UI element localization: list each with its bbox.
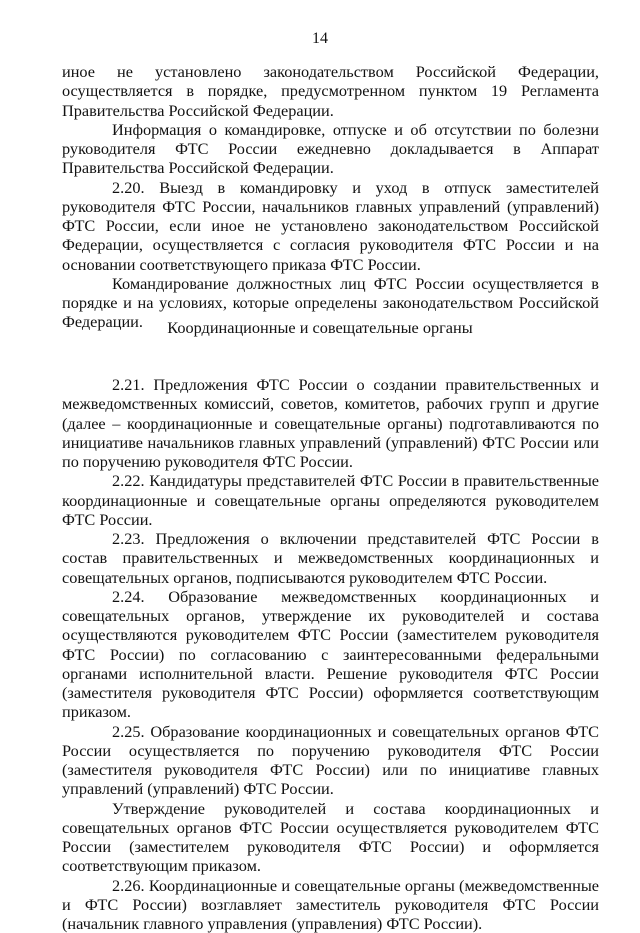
section-1 [62,62,599,332]
paragraph: Командирование должностных лиц ФТС России осуществляется в порядке и на условиях, которые определены законодательством Российской Федерации. [62,274,599,332]
section-heading: Координационные и совещательные органы [0,318,640,338]
paragraph-2-20: 2.20. Выезд в командировку и уход в отпуск заместителей руководителя ФТС России, начальников главных управлений (управлений) ФТС России, если иное не установлено законодательством Российской Федерации, осуществляется с согласия руководителя ФТС России и на основании соответствующего приказа ФТС России. [62,178,599,274]
paragraph-continuation: иное не установлено законодательством Российской Федерации, осуществляется в порядке, предусмотренном пунктом 19 Регламента Правительства Российской Федерации. [62,62,599,120]
paragraph-2-22: 2.22. Кандидатуры представителей ФТС России в правительственные координационные и совещательные органы определяются руководителем ФТС России. [62,471,599,529]
paragraph-2-24: 2.24. Образование межведомственных координационных и совещательных органов, утверждение их руководителей и состава осуществляются руководителем ФТС России (заместителем руководителя ФТС России) по согласованию с заинтересованными федеральными органами исполнительной власти. Решение руководителя ФТС России (заместителя руководителя ФТС России) оформляется соответствующим приказом. [62,587,599,722]
section-2 [62,375,599,933]
paragraph-2-25: 2.25. Образование координационных и совещательных органов ФТС России осуществляется по поручению руководителя ФТС России (заместителя руководителя ФТС России) или по инициативе главных управлений (управлений) ФТС России. [62,722,599,799]
paragraph-2-23: 2.23. Предложения о включении представителей ФТС России в состав правительственных и межведомственных координационных и совещательных органов, подписываются руководителем ФТС России. [62,529,599,587]
page-number: 14 [0,30,640,48]
paragraph-2-26: 2.26. Координационные и совещательные органы (межведомственные и ФТС России) возглавляет заместитель руководителя ФТС России (начальник главного управления (управления) ФТС России). [62,876,599,933]
paragraph: Утверждение руководителей и состава координационных и совещательных органов ФТС России осуществляется руководителем ФТС России (заместителем руководителя ФТС России) и оформляется соответствующим приказом. [62,799,599,876]
paragraph-2-21: 2.21. Предложения ФТС России о создании правительственных и межведомственных комиссий, советов, комитетов, рабочих групп и другие (далее – координационные и совещательные органы) подготавливаются по инициативе начальников главных управлений (управлений) ФТС России или по поручению руководителя ФТС России. [62,375,599,471]
paragraph: Информация о командировке, отпуске и об отсутствии по болезни руководителя ФТС России ежедневно докладывается в Аппарат Правительства Российской Федерации. [62,120,599,178]
